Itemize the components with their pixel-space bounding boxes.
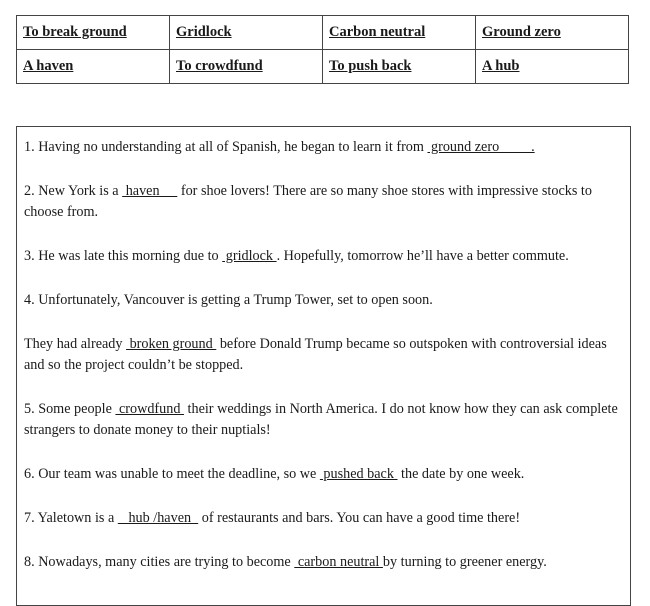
- word-bank-cell: To break ground: [17, 16, 170, 50]
- sentence-7: [24, 508, 620, 529]
- exercise-box: [16, 126, 631, 606]
- answer-blank: gridlock: [222, 248, 277, 264]
- sentence-6: [24, 464, 620, 485]
- sentence-4-continued: [24, 334, 620, 376]
- sentence-text: 7. Yaletown is a: [24, 510, 118, 526]
- sentence-text: They had already: [24, 336, 127, 352]
- sentence-3: [24, 246, 620, 267]
- sentence-text: before Donald Trump became so outspoken with controversial ideas and so the project couldn’t be stopped.: [24, 336, 607, 373]
- sentence-text: of restaurants and bars. You can have a good time there!: [198, 510, 521, 526]
- word-bank-cell: To crowdfund: [170, 50, 323, 84]
- sentence-4: [24, 290, 620, 311]
- answer-blank: carbon neutral: [294, 554, 383, 570]
- answer-blank: haven: [122, 183, 178, 199]
- word-bank-row: [17, 16, 629, 50]
- sentence-text: 2. New York is a: [24, 183, 123, 199]
- sentence-text: 5. Some people: [24, 401, 116, 417]
- sentence-2: [24, 181, 620, 223]
- word-bank-cell: To push back: [323, 50, 476, 84]
- sentence-text: for shoe lovers! There are so many shoe stores with impressive stocks to choose from.: [24, 183, 592, 220]
- answer-blank: hub /haven: [117, 510, 199, 526]
- word-bank-cell: A hub: [476, 50, 629, 84]
- sentence-text: 4. Unfortunately, Vancouver is getting a Trump Tower, set to open soon.: [24, 292, 433, 308]
- sentence-text: 8. Nowadays, many cities are trying to become: [24, 554, 295, 570]
- sentence-8: [24, 552, 620, 573]
- word-bank-cell: Carbon neutral: [323, 16, 476, 50]
- sentence-text: 6. Our team was unable to meet the deadline, so we: [24, 466, 320, 482]
- sentence-text: 3. He was late this morning due to: [24, 248, 223, 264]
- sentence-text: by turning to greener energy.: [382, 554, 547, 570]
- answer-blank: ground zero .: [427, 139, 535, 155]
- answer-blank: broken ground: [126, 336, 217, 352]
- word-bank-cell: Ground zero: [476, 16, 629, 50]
- word-bank-row: [17, 50, 629, 84]
- sentence-text: the date by one week.: [397, 466, 525, 482]
- sentence-1: [24, 137, 620, 158]
- sentence-5: [24, 399, 620, 441]
- sentence-text: their weddings in North America. I do not know how they can ask complete strangers to donate money to their nuptials!: [24, 401, 618, 438]
- sentence-text: 1. Having no understanding at all of Spanish, he began to learn it from: [24, 139, 428, 155]
- answer-blank: crowdfund: [115, 401, 184, 417]
- word-bank-cell: A haven: [17, 50, 170, 84]
- word-bank-cell: Gridlock: [170, 16, 323, 50]
- word-bank-table: [16, 15, 629, 84]
- answer-blank: pushed back: [319, 466, 398, 482]
- sentence-text: . Hopefully, tomorrow he’ll have a better commute.: [276, 248, 569, 264]
